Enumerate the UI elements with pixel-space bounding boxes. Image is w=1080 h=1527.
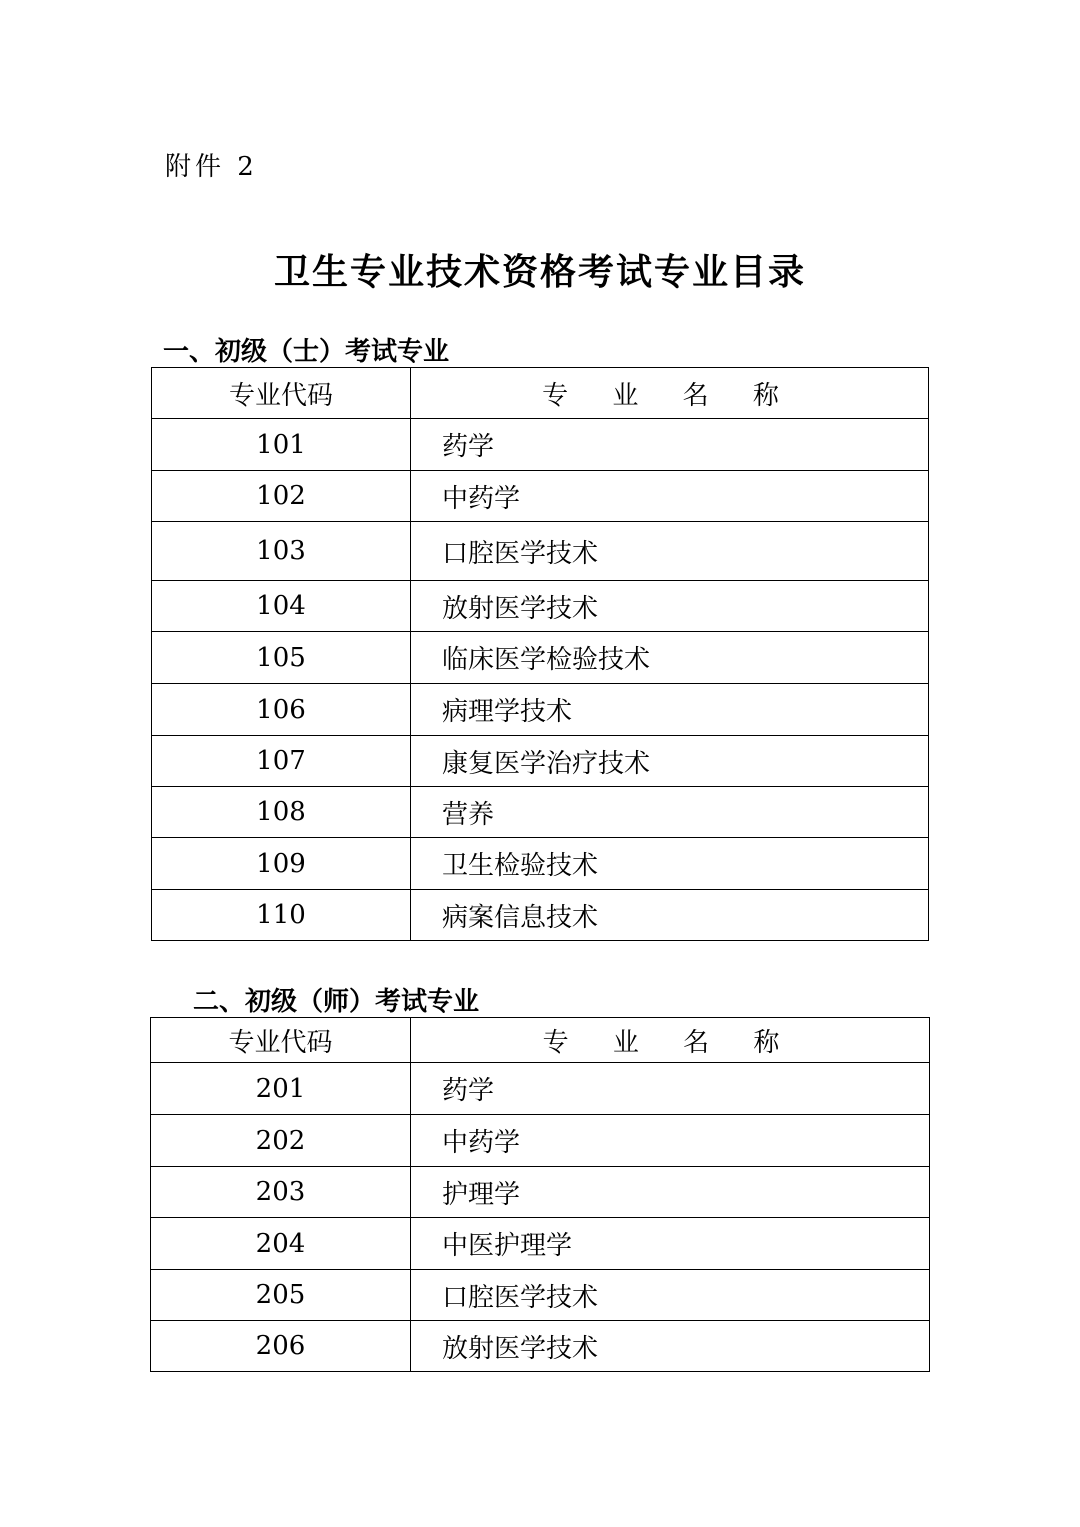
specialty-code: 103 bbox=[152, 522, 411, 581]
table-header-row bbox=[151, 1018, 930, 1063]
specialty-code: 109 bbox=[152, 838, 411, 890]
specialty-code: 102 bbox=[152, 471, 411, 522]
section-heading-2: 二、初级（师）考试专业 bbox=[193, 987, 480, 1017]
specialty-code: 107 bbox=[152, 736, 411, 787]
table-row bbox=[151, 1115, 930, 1167]
specialty-code: 110 bbox=[152, 890, 411, 941]
section-heading-1: 一、初级（士）考试专业 bbox=[163, 337, 450, 367]
page-title: 卫生专业技术资格考试专业目录 bbox=[273, 252, 806, 293]
table-row bbox=[151, 1167, 930, 1218]
specialty-table-junior-technician bbox=[151, 367, 929, 941]
specialty-name: 放射医学技术 bbox=[411, 1321, 930, 1372]
table-row bbox=[152, 581, 929, 632]
table-row bbox=[151, 1270, 930, 1321]
table-row bbox=[151, 1218, 930, 1270]
table-row bbox=[152, 632, 929, 684]
specialty-name: 护理学 bbox=[411, 1167, 930, 1218]
specialty-name: 病理学技术 bbox=[411, 684, 929, 736]
column-header-code: 专业代码 bbox=[151, 1018, 411, 1063]
table-row bbox=[151, 1321, 930, 1372]
table-row bbox=[152, 522, 929, 581]
specialty-code: 104 bbox=[152, 581, 411, 632]
specialty-name: 中药学 bbox=[411, 1115, 930, 1167]
specialty-code: 108 bbox=[152, 787, 411, 838]
specialty-name: 中药学 bbox=[411, 471, 929, 522]
specialty-table-junior-practitioner bbox=[150, 1017, 930, 1372]
specialty-name: 药学 bbox=[411, 1063, 930, 1115]
table-row bbox=[151, 1063, 930, 1115]
column-header-name: 专 业 名 称 bbox=[411, 368, 929, 419]
specialty-name: 临床医学检验技术 bbox=[411, 632, 929, 684]
specialty-name: 病案信息技术 bbox=[411, 890, 929, 941]
specialty-name: 营养 bbox=[411, 787, 929, 838]
table-row bbox=[152, 890, 929, 941]
table-row bbox=[152, 471, 929, 522]
specialty-code: 203 bbox=[151, 1167, 411, 1218]
specialty-code: 205 bbox=[151, 1270, 411, 1321]
table-row bbox=[152, 736, 929, 787]
specialty-name: 口腔医学技术 bbox=[411, 522, 929, 581]
attachment-label: 附件 2 bbox=[165, 152, 258, 182]
specialty-name: 放射医学技术 bbox=[411, 581, 929, 632]
specialty-name: 康复医学治疗技术 bbox=[411, 736, 929, 787]
table-header-row bbox=[152, 368, 929, 419]
specialty-name: 药学 bbox=[411, 419, 929, 471]
specialty-code: 101 bbox=[152, 419, 411, 471]
specialty-code: 202 bbox=[151, 1115, 411, 1167]
table-row bbox=[152, 787, 929, 838]
specialty-name: 卫生检验技术 bbox=[411, 838, 929, 890]
specialty-code: 206 bbox=[151, 1321, 411, 1372]
specialty-code: 201 bbox=[151, 1063, 411, 1115]
table-row bbox=[152, 419, 929, 471]
specialty-name: 口腔医学技术 bbox=[411, 1270, 930, 1321]
specialty-code: 106 bbox=[152, 684, 411, 736]
table-row bbox=[152, 684, 929, 736]
column-header-name: 专 业 名 称 bbox=[411, 1018, 930, 1063]
column-header-code: 专业代码 bbox=[152, 368, 411, 419]
specialty-name: 中医护理学 bbox=[411, 1218, 930, 1270]
table-row bbox=[152, 838, 929, 890]
specialty-code: 204 bbox=[151, 1218, 411, 1270]
specialty-code: 105 bbox=[152, 632, 411, 684]
